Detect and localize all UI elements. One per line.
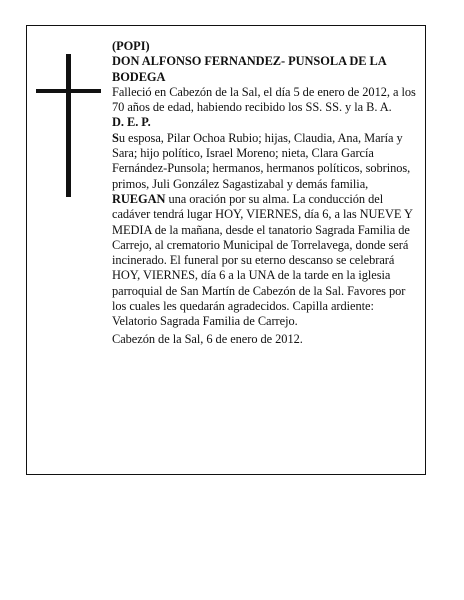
- nickname: (POPI): [112, 39, 150, 53]
- cross-vertical-bar: [66, 54, 71, 197]
- family-paragraph: [112, 131, 420, 192]
- obituary-text: [112, 39, 420, 347]
- ruegan-label: RUEGAN: [112, 191, 166, 206]
- place-date: Cabezón de la Sal, 6 de enero de 2012.: [112, 331, 303, 346]
- ruegan-paragraph: [112, 192, 420, 330]
- death-info: Falleció en Cabezón de la Sal, el día 5 de enero de 2012, a los 70 años de edad, habiendo recibido los SS. SS. y la B. A.: [112, 84, 416, 115]
- dep-line: D. E. P.: [112, 115, 151, 130]
- family-initial: S: [112, 130, 119, 145]
- cross-horizontal-bar: [36, 89, 101, 93]
- family-text: u esposa, Pilar Ochoa Rubio; hijas, Claudia, Ana, María y Sara; hijo político, Israel Moreno; nieta, Clara García Fernández-Punsola; hermanos, hermanos políticos, sobrinos, primos, Juli González Sagastizabal y demás familia,: [112, 130, 411, 191]
- ruegan-text: una oración por su alma. La conducción del cadáver tendrá lugar HOY, VIERNES, día 6, a las NUEVE Y MEDIA de la mañana, desde el tanatorio Sagrada Familia de Carrejo, al crematorio Municipal de Torrelavega, donde será incinerado. El funeral por su eterno descanso se celebrará HOY, VIERNES, día 6 a la UNA de la tarde en la iglesia parroquial de San Martín de Cabezón de la Sal. Favores por los cuales les quedarán agradecidos. Capilla ardiente: Velatorio Sagrada Familia de Carrejo.: [112, 191, 413, 329]
- deceased-name: DON ALFONSO FERNANDEZ- PUNSOLA DE LA BODEGA: [112, 54, 386, 84]
